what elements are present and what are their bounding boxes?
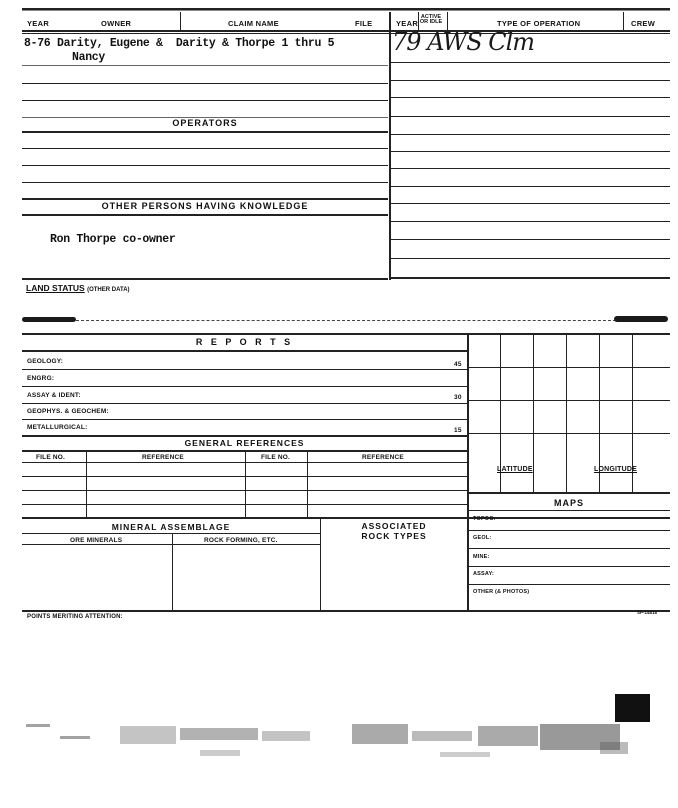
land-status-title [26,283,130,293]
land-status-sub: (OTHER DATA) [87,287,130,293]
report-num-metallurgical: 15 [454,427,462,434]
report-label-geophys: GEOPHYS. & GEOCHEM: [27,408,109,415]
maps-title: MAPS [553,498,584,508]
other-persons-entry: Ron Thorpe co-owner [50,233,176,246]
land-status-label: LAND STATUS [26,283,85,293]
header-claim-name: CLAIM NAME [228,19,279,28]
mineral-assemblage-title: MINERAL ASSEMBLAGE [111,522,231,532]
col-rock-forming: ROCK FORMING, ETC. [204,537,278,544]
header-year: YEAR [27,19,50,28]
header-year-2: YEAR [396,19,419,28]
maps-other: OTHER (& PHOTOS) [473,589,530,595]
header-file: FILE [355,19,373,28]
header-active-or-idle: ACTIVE OR IDLE [419,14,443,25]
maps-topog: TOPOG: [473,516,496,522]
report-label-metallurgical: METALLURGICAL: [27,424,88,431]
col-file-no-1: FILE NO. [36,454,66,461]
col-ore-minerals: ORE MINERALS [70,537,123,544]
header-owner: OWNER [101,19,132,28]
operators-title: OPERATORS [172,118,238,128]
reports-title: R E P O R T S [195,337,294,347]
header-type-of-operation: TYPE OF OPERATION [497,19,581,28]
report-label-geology: GEOLOGY: [27,358,64,365]
entry-line-1: 8-76 Darity, Eugene & Darity & Thorpe 1 thru 5 [24,37,335,50]
report-num-assay: 30 [454,394,462,401]
points-meriting-attention: POINTS MERITING ATTENTION: [27,614,123,620]
col-file-no-2: FILE NO. [261,454,291,461]
general-references-title: GENERAL REFERENCES [184,438,305,448]
col-reference-1: REFERENCE [142,454,184,461]
form-code: SP-14818 [637,610,658,615]
scan-smear-left [22,317,76,322]
maps-geol: GEOL: [473,535,492,541]
report-label-assay: ASSAY & IDENT: [27,392,81,399]
col-reference-2: REFERENCE [362,454,404,461]
longitude-label: LONGITUDE [594,466,638,473]
handwritten-entry: 79 AWS Clm [392,28,535,56]
entry-line-2: Nancy [72,51,106,64]
report-num-geology: 45 [454,361,462,368]
latitude-label: LATITUDE [497,466,533,473]
maps-mine: MINE: [473,554,490,560]
scan-smear-right [614,316,668,322]
header-crew: CREW [631,19,656,28]
report-label-engrg: ENGRG: [27,375,55,382]
other-persons-title: OTHER PERSONS HAVING KNOWLEDGE [101,201,309,211]
maps-assay: ASSAY: [473,571,495,577]
associated-rock-types-title: ASSOCIATED ROCK TYPES [361,521,427,541]
